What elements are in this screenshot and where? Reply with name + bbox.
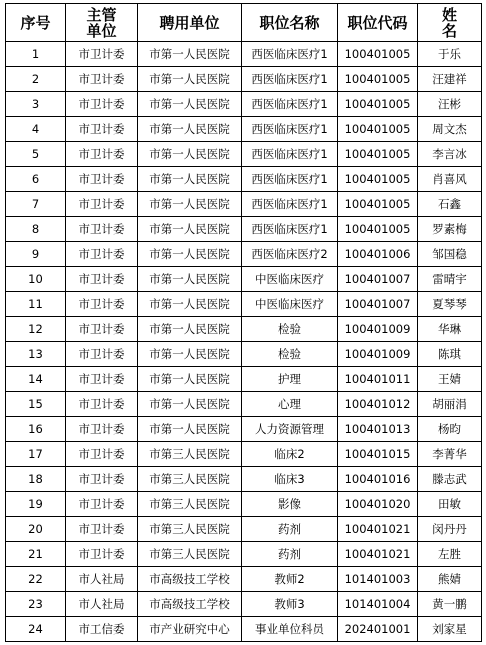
position-cell: 教师3 [242, 592, 338, 617]
table-row [6, 242, 482, 267]
row-number-cell: 23 [6, 592, 66, 617]
department-cell: 市卫计委 [66, 417, 138, 442]
row-number-cell: 15 [6, 392, 66, 417]
department-cell: 市卫计委 [66, 267, 138, 292]
table-row [6, 317, 482, 342]
row-number-cell: 24 [6, 617, 66, 642]
position-code-cell: 100401011 [338, 367, 418, 392]
table-row [6, 392, 482, 417]
position-code-cell: 100401009 [338, 342, 418, 367]
row-number-cell: 13 [6, 342, 66, 367]
header-cell: 职位名称 [242, 4, 338, 42]
department-cell: 市卫计委 [66, 342, 138, 367]
personnel-table [5, 3, 482, 642]
table-row [6, 417, 482, 442]
table-row [6, 442, 482, 467]
name-cell: 胡丽涓 [418, 392, 482, 417]
row-number-cell: 4 [6, 117, 66, 142]
position-cell: 事业单位科员 [242, 617, 338, 642]
position-cell: 影像 [242, 492, 338, 517]
department-cell: 市卫计委 [66, 167, 138, 192]
department-cell: 市卫计委 [66, 442, 138, 467]
position-code-cell: 100401005 [338, 217, 418, 242]
name-cell: 邹国稳 [418, 242, 482, 267]
row-number-cell: 8 [6, 217, 66, 242]
employer-cell: 市第一人民医院 [138, 192, 242, 217]
row-number-cell: 22 [6, 567, 66, 592]
position-code-cell: 100401005 [338, 42, 418, 67]
results-sheet [5, 3, 482, 642]
department-cell: 市卫计委 [66, 367, 138, 392]
employer-cell: 市第三人民医院 [138, 542, 242, 567]
table-row [6, 542, 482, 567]
employer-cell: 市产业研究中心 [138, 617, 242, 642]
department-cell: 市卫计委 [66, 392, 138, 417]
department-cell: 市卫计委 [66, 217, 138, 242]
position-cell: 西医临床医疗1 [242, 42, 338, 67]
department-cell: 市卫计委 [66, 317, 138, 342]
header-cell: 姓名 [418, 4, 482, 42]
name-cell: 雷晴宇 [418, 267, 482, 292]
employer-cell: 市第一人民医院 [138, 42, 242, 67]
department-cell: 市工信委 [66, 617, 138, 642]
employer-cell: 市高级技工学校 [138, 592, 242, 617]
position-cell: 临床2 [242, 442, 338, 467]
department-cell: 市卫计委 [66, 192, 138, 217]
name-cell: 王婧 [418, 367, 482, 392]
position-cell: 护理 [242, 367, 338, 392]
row-number-cell: 9 [6, 242, 66, 267]
department-cell: 市卫计委 [66, 542, 138, 567]
employer-cell: 市第一人民医院 [138, 67, 242, 92]
position-cell: 西医临床医疗1 [242, 167, 338, 192]
row-number-cell: 21 [6, 542, 66, 567]
position-cell: 检验 [242, 317, 338, 342]
row-number-cell: 1 [6, 42, 66, 67]
row-number-cell: 20 [6, 517, 66, 542]
row-number-cell: 6 [6, 167, 66, 192]
row-number-cell: 16 [6, 417, 66, 442]
position-code-cell: 100401007 [338, 267, 418, 292]
position-cell: 中医临床医疗 [242, 292, 338, 317]
table-row [6, 167, 482, 192]
position-cell: 中医临床医疗 [242, 267, 338, 292]
table-row [6, 492, 482, 517]
row-number-cell: 18 [6, 467, 66, 492]
position-code-cell: 100401005 [338, 167, 418, 192]
table-row [6, 117, 482, 142]
position-cell: 西医临床医疗1 [242, 117, 338, 142]
position-cell: 西医临床医疗1 [242, 192, 338, 217]
row-number-cell: 19 [6, 492, 66, 517]
position-cell: 心理 [242, 392, 338, 417]
position-cell: 西医临床医疗1 [242, 217, 338, 242]
row-number-cell: 17 [6, 442, 66, 467]
employer-cell: 市第三人民医院 [138, 442, 242, 467]
employer-cell: 市高级技工学校 [138, 567, 242, 592]
table-row [6, 192, 482, 217]
employer-cell: 市第一人民医院 [138, 367, 242, 392]
header-cell: 序号 [6, 4, 66, 42]
name-cell: 左胜 [418, 542, 482, 567]
name-cell: 于乐 [418, 42, 482, 67]
position-code-cell: 100401013 [338, 417, 418, 442]
row-number-cell: 2 [6, 67, 66, 92]
employer-cell: 市第一人民医院 [138, 142, 242, 167]
row-number-cell: 14 [6, 367, 66, 392]
table-row [6, 42, 482, 67]
table-row [6, 217, 482, 242]
table-row [6, 342, 482, 367]
position-cell: 西医临床医疗1 [242, 142, 338, 167]
position-cell: 检验 [242, 342, 338, 367]
employer-cell: 市第一人民医院 [138, 317, 242, 342]
position-cell: 药剂 [242, 542, 338, 567]
employer-cell: 市第三人民医院 [138, 467, 242, 492]
row-number-cell: 3 [6, 92, 66, 117]
position-code-cell: 100401021 [338, 542, 418, 567]
row-number-cell: 10 [6, 267, 66, 292]
table-row [6, 617, 482, 642]
employer-cell: 市第一人民医院 [138, 167, 242, 192]
department-cell: 市卫计委 [66, 492, 138, 517]
position-cell: 临床3 [242, 467, 338, 492]
name-cell: 闵丹丹 [418, 517, 482, 542]
position-code-cell: 100401016 [338, 467, 418, 492]
position-code-cell: 101401004 [338, 592, 418, 617]
employer-cell: 市第一人民医院 [138, 292, 242, 317]
position-code-cell: 100401015 [338, 442, 418, 467]
position-code-cell: 100401005 [338, 142, 418, 167]
position-code-cell: 100401007 [338, 292, 418, 317]
table-row [6, 67, 482, 92]
position-code-cell: 100401020 [338, 492, 418, 517]
table-row [6, 267, 482, 292]
name-cell: 刘家星 [418, 617, 482, 642]
position-code-cell: 100401005 [338, 192, 418, 217]
employer-cell: 市第一人民医院 [138, 217, 242, 242]
name-cell: 李言冰 [418, 142, 482, 167]
table-row [6, 467, 482, 492]
department-cell: 市卫计委 [66, 467, 138, 492]
header-row [6, 4, 482, 42]
table-row [6, 92, 482, 117]
row-number-cell: 11 [6, 292, 66, 317]
row-number-cell: 5 [6, 142, 66, 167]
table-row [6, 142, 482, 167]
name-cell: 熊婧 [418, 567, 482, 592]
position-code-cell: 100401005 [338, 67, 418, 92]
position-cell: 西医临床医疗2 [242, 242, 338, 267]
header-cell: 主管单位 [66, 4, 138, 42]
position-cell: 西医临床医疗1 [242, 92, 338, 117]
name-cell: 周文杰 [418, 117, 482, 142]
name-cell: 华琳 [418, 317, 482, 342]
table-row [6, 567, 482, 592]
name-cell: 汪彬 [418, 92, 482, 117]
position-code-cell: 100401005 [338, 92, 418, 117]
header-cell: 职位代码 [338, 4, 418, 42]
table-row [6, 592, 482, 617]
position-cell: 西医临床医疗1 [242, 67, 338, 92]
name-cell: 汪建祥 [418, 67, 482, 92]
name-cell: 田敏 [418, 492, 482, 517]
name-cell: 陈琪 [418, 342, 482, 367]
name-cell: 罗素梅 [418, 217, 482, 242]
position-cell: 人力资源管理 [242, 417, 338, 442]
name-cell: 滕志武 [418, 467, 482, 492]
employer-cell: 市第三人民医院 [138, 517, 242, 542]
department-cell: 市卫计委 [66, 67, 138, 92]
employer-cell: 市第一人民医院 [138, 392, 242, 417]
employer-cell: 市第一人民医院 [138, 92, 242, 117]
position-code-cell: 100401021 [338, 517, 418, 542]
employer-cell: 市第一人民医院 [138, 342, 242, 367]
table-body [6, 42, 482, 642]
row-number-cell: 12 [6, 317, 66, 342]
department-cell: 市卫计委 [66, 42, 138, 67]
department-cell: 市卫计委 [66, 142, 138, 167]
name-cell: 黄一鹏 [418, 592, 482, 617]
name-cell: 肖喜风 [418, 167, 482, 192]
department-cell: 市人社局 [66, 592, 138, 617]
employer-cell: 市第一人民医院 [138, 117, 242, 142]
name-cell: 李菁华 [418, 442, 482, 467]
position-code-cell: 100401009 [338, 317, 418, 342]
department-cell: 市卫计委 [66, 242, 138, 267]
position-code-cell: 100401005 [338, 117, 418, 142]
position-cell: 药剂 [242, 517, 338, 542]
row-number-cell: 7 [6, 192, 66, 217]
name-cell: 杨昀 [418, 417, 482, 442]
department-cell: 市卫计委 [66, 92, 138, 117]
name-cell: 石鑫 [418, 192, 482, 217]
department-cell: 市卫计委 [66, 517, 138, 542]
position-cell: 教师2 [242, 567, 338, 592]
employer-cell: 市第一人民医院 [138, 417, 242, 442]
department-cell: 市卫计委 [66, 117, 138, 142]
table-row [6, 367, 482, 392]
employer-cell: 市第一人民医院 [138, 242, 242, 267]
table-row [6, 517, 482, 542]
position-code-cell: 202401001 [338, 617, 418, 642]
name-cell: 夏琴琴 [418, 292, 482, 317]
employer-cell: 市第三人民医院 [138, 492, 242, 517]
table-row [6, 292, 482, 317]
department-cell: 市人社局 [66, 567, 138, 592]
department-cell: 市卫计委 [66, 292, 138, 317]
position-code-cell: 101401003 [338, 567, 418, 592]
employer-cell: 市第一人民医院 [138, 267, 242, 292]
position-code-cell: 100401012 [338, 392, 418, 417]
header-cell: 聘用单位 [138, 4, 242, 42]
position-code-cell: 100401006 [338, 242, 418, 267]
